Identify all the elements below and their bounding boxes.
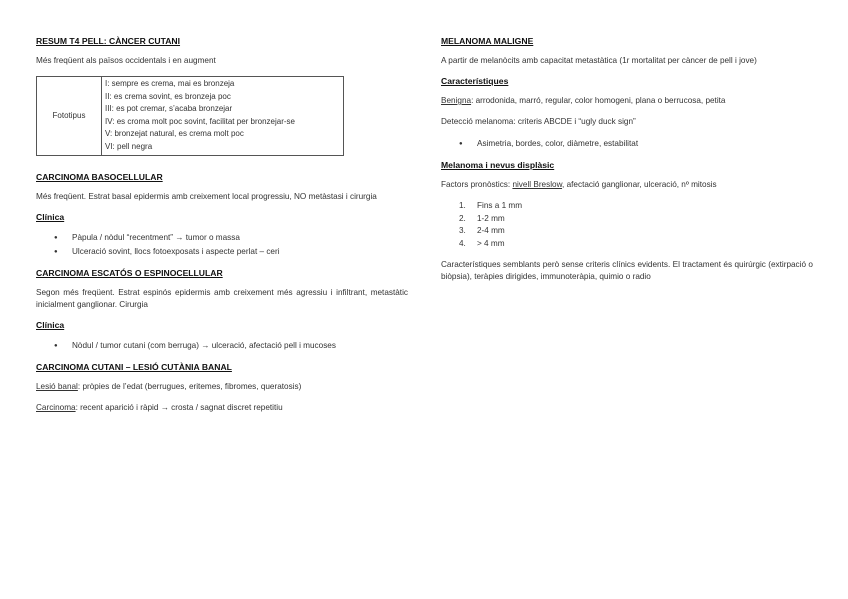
lesio-banal-text xyxy=(36,381,408,393)
lesio-banal-desc: : pròpies de l’edat (berrugues, eritemes, fibromes, queratosis) xyxy=(77,381,302,391)
list-item: ● Ulceració sovint, llocs fotoexposats i aspecte perlat – ceri xyxy=(72,245,408,259)
escatos-text: Segon més freqüent. Estrat espinós epidermis amb creixement més agressiu i infiltrant, metastàtic inicialment ganglionar. Cirurgia xyxy=(36,287,408,309)
factors-prefix: Factors pronòstics: xyxy=(441,180,513,189)
list-text: 1-2 mm xyxy=(477,213,505,223)
abcde-list xyxy=(441,137,813,151)
basocellular-text: Més freqüent. Estrat basal epidermis amb creixement local progressiu, NO metàstasi i cirurgia xyxy=(36,191,377,201)
escatos-clinica: Clínica xyxy=(36,319,65,330)
fototipus-item: V: bronzejat natural, es crema molt poc xyxy=(105,129,244,139)
doc-title: RESUM T4 PELL: CÀNCER CUTANI xyxy=(36,36,181,46)
nevus-heading: Melanoma i nevus displàsic xyxy=(441,160,555,170)
benigna-label: Benigna xyxy=(441,96,472,105)
breslow-link: nivell Breslow xyxy=(512,180,563,189)
fototipus-item: VI: pell negra xyxy=(105,141,153,151)
fototipus-item: IV: es croma molt poc sovint, facilitat per bronzejar-se xyxy=(105,116,295,126)
list-number: 3. xyxy=(459,226,466,235)
list-text: Fins a 1 mm xyxy=(477,201,523,210)
factors-suffix: , afectació ganglionar, ulceració, nº mitosis xyxy=(562,180,717,189)
fototipus-item: I: sempre es crema, mai es bronzeja xyxy=(105,79,235,88)
fototipus-item: II: es crema sovint, es bronzeja poc xyxy=(105,91,231,101)
lesio-heading: CARCINOMA CUTANI – LESIÓ CUTÀNIA BANAL xyxy=(36,361,232,372)
basocellular-list xyxy=(36,231,408,259)
fototipus-label: Fototipus xyxy=(37,77,102,156)
basocellular-clinica: Clínica xyxy=(36,211,65,222)
right-column xyxy=(441,36,813,292)
list-number: 1. xyxy=(459,201,466,210)
left-column xyxy=(36,36,408,423)
factors-text xyxy=(441,179,813,191)
lesio-banal-label: Lesió banal xyxy=(36,381,78,391)
benigna-desc: : arrodonida, marró, regular, color homogeni, plana o berrucosa, petita xyxy=(471,96,726,105)
list-item xyxy=(459,238,813,251)
list-item xyxy=(459,200,813,213)
list-text: > 4 mm xyxy=(477,238,505,248)
list-item: ● Nòdul / tumor cutani (com berruga) → ulceració, afectació pell i mucoses xyxy=(72,339,408,353)
melanoma-intro: A partir de melanòcits amb capacitat metastàtica (1r mortalitat per càncer de pell i jove) xyxy=(441,56,757,65)
deteccio-text: Detecció melanoma: criteris ABCDE i “ugly duck sign” xyxy=(441,117,636,126)
breslow-list xyxy=(441,200,813,250)
fototipus-values xyxy=(102,77,344,156)
escatos-heading: CARCINOMA ESCATÓS O ESPINOCELLULAR xyxy=(36,267,223,278)
basocellular-heading: CARCINOMA BASOCELLULAR xyxy=(36,171,163,182)
caracteristiques-heading: Característiques xyxy=(441,76,509,86)
list-item xyxy=(459,225,813,238)
closing-text: Característiques semblants però sense criteris clínics evidents. El tractament és quirúrgic (extirpació o biòpsia), teràpies dirigides, immunoteràpia, quimio o radio xyxy=(441,260,813,281)
carcinoma-desc: : recent aparició i ràpid → crosta / sagnat discret repetitiu xyxy=(75,402,283,412)
list-item: ● Pàpula / nòdul “recentment” → tumor o massa xyxy=(72,231,408,245)
list-item xyxy=(459,213,813,226)
list-number: 2. xyxy=(459,213,466,223)
carcinoma-label: Carcinoma xyxy=(36,402,76,412)
escatos-list xyxy=(36,339,408,353)
fototipus-table xyxy=(36,76,344,156)
benigna-text xyxy=(441,95,813,107)
carcinoma-text xyxy=(36,402,408,414)
intro-text: Més freqüent als països occidentals i en augment xyxy=(36,56,216,65)
fototipus-item: III: es pot cremar, s’acaba bronzejar xyxy=(105,104,233,114)
list-number: 4. xyxy=(459,238,466,248)
melanoma-heading: MELANOMA MALIGNE xyxy=(441,36,534,46)
list-item: ● Asimetria, bordes, color, diàmetre, estabilitat xyxy=(477,137,813,151)
list-text: 2-4 mm xyxy=(477,226,505,235)
